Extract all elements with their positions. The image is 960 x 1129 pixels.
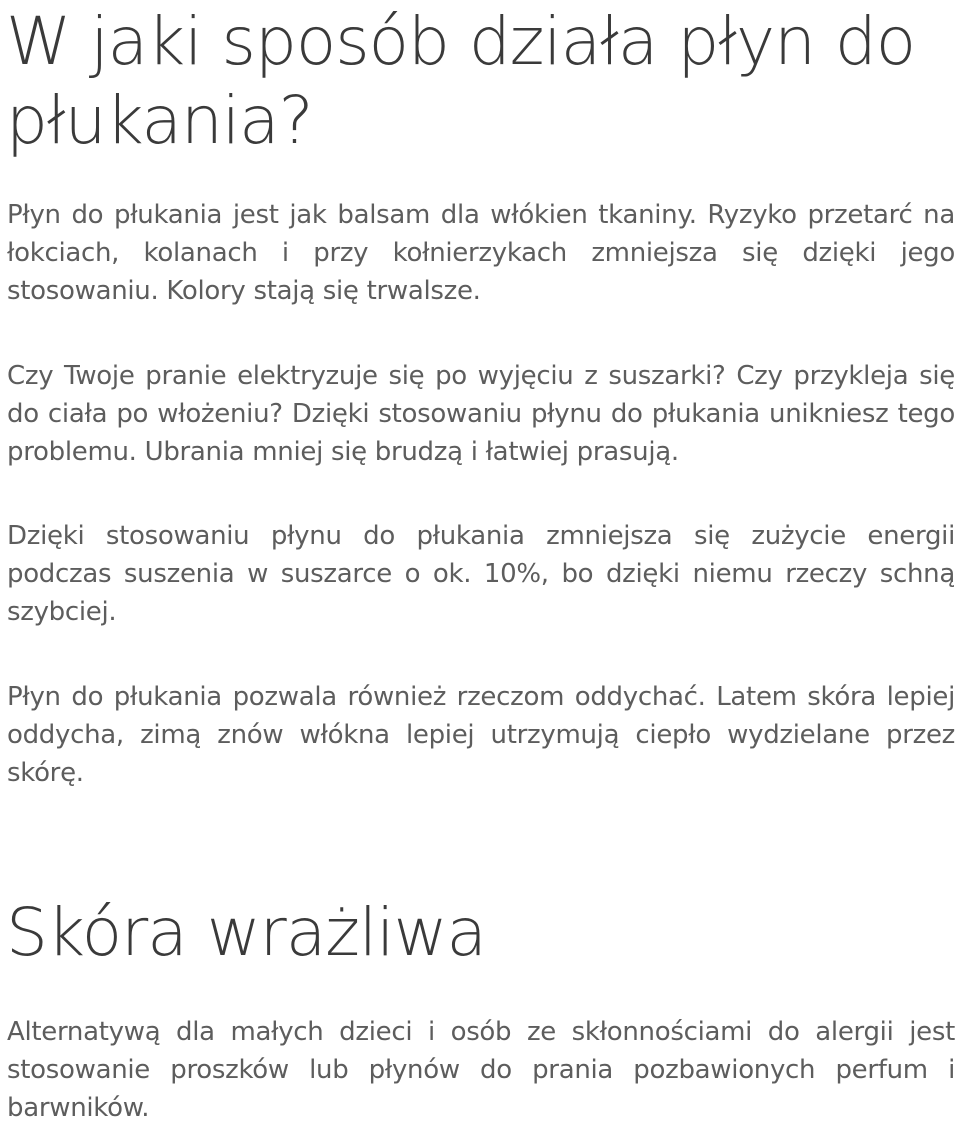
section-heading-sensitive-skin: Skóra wrażliwa	[6, 894, 487, 971]
paragraph-static-electricity: Czy Twoje pranie elektryzuje się po wyjęciu z suszarki? Czy przykleja się do ciała po włożeniu? Dzięki stosowaniu płynu do płukania unikniesz tego problemu. Ubrania mniej się brudzą i łatwiej prasują.	[7, 361, 955, 467]
paragraph-allergy-alternative: Alternatywą dla małych dzieci i osób ze skłonnościami do alergii jest stosowanie proszków lub płynów do prania pozbawionych perfum i barwników.	[7, 1017, 955, 1123]
paragraph-energy-saving: Dzięki stosowaniu płynu do płukania zmniejsza się zużycie energii podczas suszenia w suszarce o ok. 10%, bo dzięki niemu rzeczy schną szybciej.	[7, 521, 955, 627]
paragraph-breathing-fabric: Płyn do płukania pozwala również rzeczom oddychać. Latem skóra lepiej oddycha, zimą znów włókna lepiej utrzymują ciepło wydzielane przez skórę.	[7, 682, 955, 788]
section-heading-rinse-aid: W jaki sposób działa płyn do płukania?	[6, 3, 916, 159]
paragraph-fabric-balsam: Płyn do płukania jest jak balsam dla włókien tkaniny. Ryzyko przetarć na łokciach, kolanach i przy kołnierzykach zmniejsza się dzięki jego stosowaniu. Kolory stają się trwalsze.	[7, 200, 955, 306]
